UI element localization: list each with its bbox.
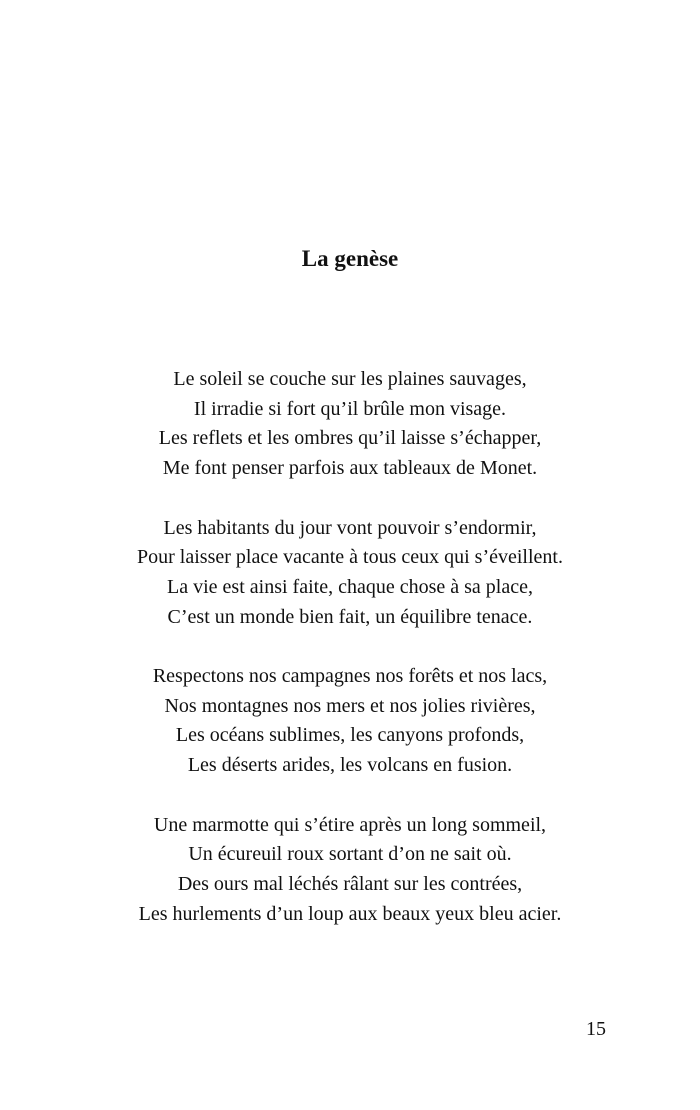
poem-line: Il irradie si fort qu’il brûle mon visage. — [193, 397, 507, 420]
stanza-1 — [0, 365, 700, 484]
poem-line: Des ours mal léchés râlant sur les contrées, — [177, 872, 523, 895]
poem-line: Respectons nos campagnes nos forêts et nos lacs, — [152, 665, 548, 687]
poem-line: Me font penser parfois aux tableaux de Monet. — [162, 457, 538, 480]
stanza-3 — [0, 662, 700, 781]
poem-line: Une marmotte qui s’étire après un long sommeil, — [153, 813, 547, 836]
stanza-4 — [0, 811, 700, 930]
poem-body — [0, 365, 700, 959]
stanza-2 — [0, 514, 700, 633]
poem-line: Les déserts arides, les volcans en fusion. — [187, 754, 513, 777]
poem-line: La vie est ainsi faite, chaque chose à sa place, — [167, 575, 533, 598]
poem-line: Les hurlements d’un loup aux beaux yeux bleu acier. — [138, 902, 562, 925]
poem-line: Les habitants du jour vont pouvoir s’endormir, — [163, 516, 537, 539]
poem-line: C’est un monde bien fait, un équilibre tenace. — [167, 605, 533, 628]
poem-line: Un écureuil roux sortant d’on ne sait où. — [188, 843, 512, 866]
poem-title: La genèse — [301, 246, 399, 271]
poem-line: Les océans sublimes, les canyons profonds, — [175, 724, 525, 747]
poem-line: Les reflets et les ombres qu’il laisse s’échapper, — [158, 427, 542, 450]
page-number: 15 — [586, 1018, 606, 1040]
poem-line: Le soleil se couche sur les plaines sauvages, — [173, 368, 527, 390]
poem-line: Nos montagnes nos mers et nos jolies rivières, — [164, 694, 536, 717]
poem-line: Pour laisser place vacante à tous ceux qui s’éveillent. — [137, 546, 563, 569]
